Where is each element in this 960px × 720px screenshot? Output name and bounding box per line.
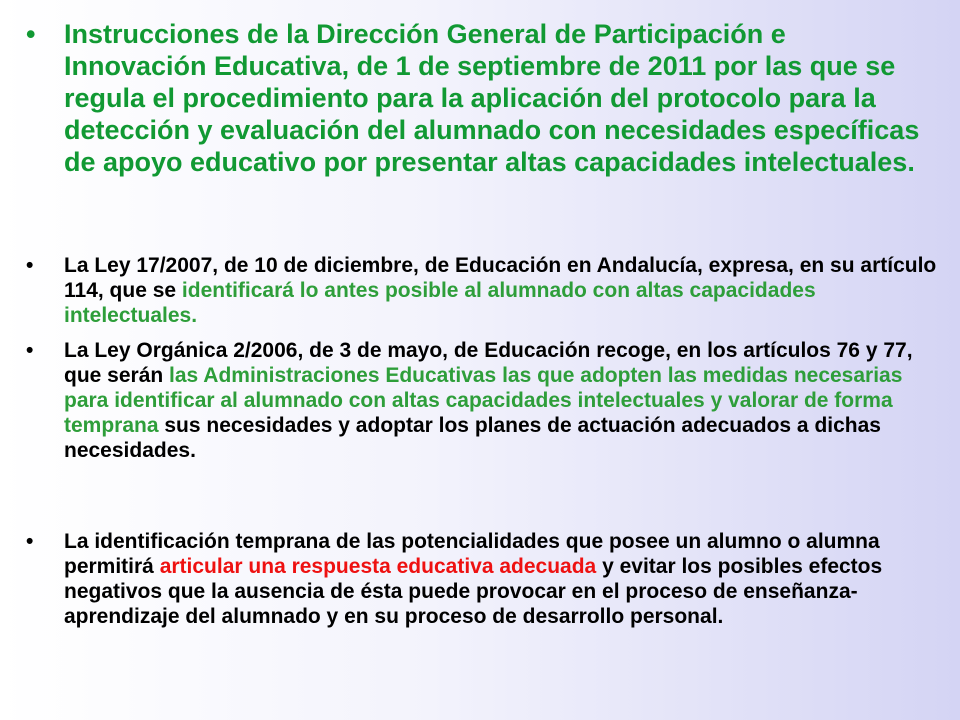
bullet-text-part: sus necesidades y adoptar los planes de actuación adecuados a dichas necesidades.: [64, 414, 881, 462]
bullet-item-ley-17-2007: [26, 253, 944, 328]
bullet-text-part: y evitar los posibles efectos negativos que la ausencia de ésta puede provocar en el proceso de enseñanza-aprendizaje del alumnado y en su proceso de desarrollo personal.: [64, 555, 883, 628]
bullet-text: [64, 253, 944, 328]
bullet-text-highlight: las Administraciones Educativas las que adopten las medidas necesarias para identificar al alumnado con altas capacidades intelectuales y valorar de forma temprana: [64, 364, 903, 437]
bullet-dot-icon: •: [26, 19, 36, 49]
heading-text: Instrucciones de la Dirección General de Participación e Innovación Educativa, de 1 de septiembre de 2011 por las que se regula el procedimiento para la aplicación del protocolo para la detección y evaluación del alumnado con necesidades específicas de apoyo educativo por presentar altas capacidades intelectuales.: [64, 19, 920, 177]
bullet-text-part: La Ley 17/2007, de 10 de diciembre, de Educación en Andalucía, expresa, en su artículo 114, que se: [64, 254, 937, 302]
bullet-text: [64, 529, 944, 629]
bullet-text-highlight: identificará lo antes posible al alumnado con altas capacidades intelectuales.: [64, 279, 816, 327]
bullet-text-part: La identificación temprana de las potencialidades que posee un alumno o alumna permitirá: [64, 530, 880, 578]
bullet-dot-icon: •: [26, 254, 34, 277]
bullet-text-highlight: articular una respuesta educativa adecuada: [159, 555, 597, 578]
bullet-item-ley-organica-2-2006: [26, 338, 944, 463]
bullet-text-part: La Ley Orgánica 2/2006, de 3 de mayo, de Educación recoge, en los artículos 76 y 77, que serán: [64, 339, 913, 387]
bullet-item-identificacion-temprana: [26, 529, 944, 629]
bullet-text: [64, 338, 944, 463]
heading-bullet-item: [26, 18, 926, 178]
bullet-dot-icon: •: [26, 530, 34, 553]
bullet-dot-icon: •: [26, 339, 34, 362]
